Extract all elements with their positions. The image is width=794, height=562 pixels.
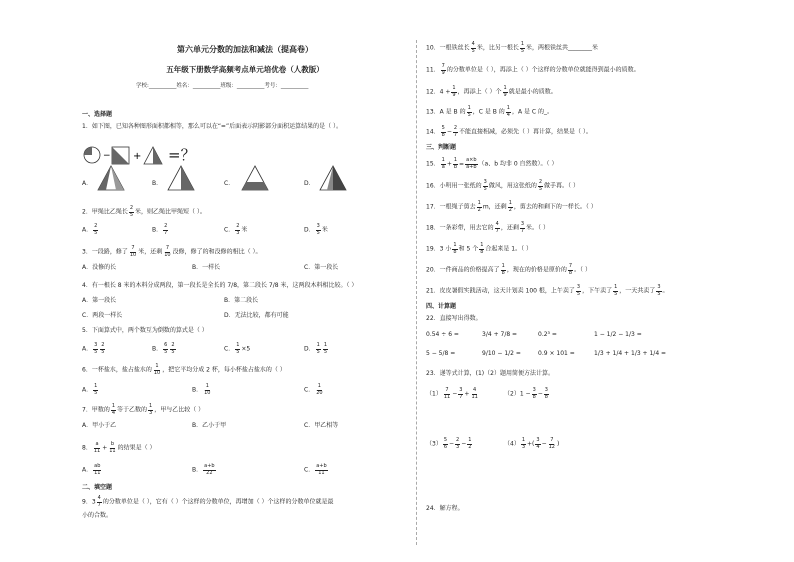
q1-option-d-figure[interactable] (318, 164, 348, 192)
q3-option-a[interactable]: A．没修的长 (82, 264, 117, 271)
q3-option-b[interactable]: B．一样长 (192, 264, 221, 271)
q1-option-c-label: C． (224, 180, 235, 187)
column-divider (416, 40, 417, 545)
q8-option-a[interactable]: A． $\frac{ab}{11}$ (82, 463, 101, 476)
question-23: 23．递等式计算，(1)（2）题用简便方法计算。 (426, 370, 554, 377)
plus-sign: + (133, 151, 142, 162)
q4-option-d[interactable]: D．无法比较，都有可能 (224, 312, 289, 319)
q2-option-d[interactable]: D． $\frac{3}{5}$ 米 (304, 223, 328, 236)
section-fill: 二、填空题 (82, 484, 113, 491)
q4-option-c[interactable]: C．两段一样长 (82, 312, 123, 319)
question-12: 12．4 + $\frac{1}{9}$ ，再添上（ ）个 $\frac{1}{9}$ 就是最小的质数。 (426, 85, 557, 98)
minus-sign: − (103, 151, 111, 161)
question-6: 6．一杯盐水，盐占盐水的 $\frac{1}{10}$ ，把它平均分成 2 杯，每小杯盐占盐水的（ ） (82, 363, 286, 376)
question-21: 21．皮皮暑假实践活动，这天计划卖 100 根，上午卖了 $\frac{3}{5}$ ，下午卖了 $\frac{1}{5}$ ，一天共卖了 $\frac{3}{5}$ 。 (426, 284, 669, 297)
section-judge: 三、判断题 (426, 144, 457, 151)
q6-option-b[interactable]: B． $\frac{1}{10}$ (192, 383, 211, 396)
q2-option-a[interactable]: A． $\frac{2}{5}$ (82, 223, 98, 236)
question-19: 19．3 小 $\frac{1}{8}$ 和 5 个 $\frac{1}{8}$ 合起来是 1。（ ） (426, 242, 533, 255)
question-17: 17．一根绳子剪去 $\frac{1}{2}$ m，还剩 $\frac{1}{2}$ ，剪去的和剩下的一样长。（ ） (426, 200, 597, 213)
question-9: 9．3 $\frac{4}{7}$ 的分数单位是（ ），它有（ ）个这样的分数单位，再增加（ ）个这样的分数单位就是最 (82, 495, 334, 508)
question-15: 15． $\frac{1}{a}$ + $\frac{1}{b}$ = $\frac{a\times b}{a+b}$ （a、b 均非 0 自然数）。（ ） (426, 157, 558, 170)
question-20: 20．一件商品的价格提高了 $\frac{1}{8}$ ，现在的价格是原价的 $\frac{7}{8}$ 。（ ） (426, 263, 591, 276)
q3-option-c[interactable]: C．第一段长 (304, 264, 339, 271)
q8-option-c[interactable]: C． $\frac{a+b}{11}$ (304, 463, 327, 476)
q4-option-b[interactable]: B．第二段长 (224, 297, 259, 304)
q1-option-b-label: B． (152, 180, 163, 187)
q5-option-b[interactable]: B． $\frac{6}{5}$ $\frac{2}{5}$ (152, 342, 175, 355)
question-9-continued: 小的合数。 (82, 512, 113, 519)
q2-option-c[interactable]: C． $\frac{2}{3}$ 米 (224, 223, 248, 236)
question-1: 1．如下图，已知各种图形面积都相等，那么可以在“=”后面表示阴影部分面积运算结果的是（ ）。 (82, 123, 342, 130)
question-10: 10．一根铁丝长 $\frac{4}{5}$ 米，比另一根长 $\frac{1}{5}$ 米，两根铁丝共________米 (426, 41, 599, 54)
question-13: 13．A 是 B 的 $\frac{1}{5}$ ，C 是 B 的 $\frac{1}{4}$ ，A 是 C 的_。 (426, 105, 554, 118)
q22-item-1: 0.54 ÷ 6 = (426, 331, 459, 338)
q22-item-7: 0.9 × 101 = (538, 350, 575, 357)
q6-option-a[interactable]: A． $\frac{1}{5}$ (82, 383, 98, 396)
q2-option-b[interactable]: B． $\frac{2}{7}$ (152, 223, 168, 236)
question-8: 8． $\frac{a}{11}$ + $\frac{b}{11}$ 的结果是（ ） (82, 441, 156, 454)
question-16: 16．小明用一张纸的 $\frac{3}{5}$ 做风，用这张纸的 $\frac{2}{5}$ 做手再。（ ） (426, 179, 579, 192)
q22-item-3: 0.2³ = (538, 331, 557, 338)
q22-item-4: 1 − 1/2 − 1/3 = (594, 331, 642, 338)
q1-equation: =？ (168, 146, 196, 164)
question-4: 4．有一根长 8 米的木料分成两段，第一段长是全长的 7/8，第二段长 7/8 米，这两段木料相比较。（ ） (82, 282, 358, 289)
q23-item-3: （3） $\frac{5}{6}$ − $\frac{2}{3}$ − $\frac{1}{2}$ (426, 437, 472, 450)
q1-option-d-label: D． (304, 180, 315, 187)
q5-option-d[interactable]: D． $\frac{1}{5}$ $\frac{1}{5}$ (304, 342, 327, 355)
q23-item-1: （1） $\frac{7}{11}$ − $\frac{3}{7}$ + $\frac{4}{11}$ (426, 387, 478, 400)
section-choice: 一、选择题 (82, 111, 113, 118)
page-title: 第六单元分数的加法和减法（提高卷） (177, 45, 313, 54)
q22-item-5: 5 − 5/8 = (426, 350, 456, 357)
circle-shaded-quarter (84, 147, 92, 155)
q1-option-a-label: A． (82, 180, 93, 187)
q8-option-b[interactable]: B． $\frac{a+b}{22}$ (192, 463, 215, 476)
question-3: 3．一段路，修了 $\frac{7}{10}$ 米，还剩 $\frac{7}{10}$ 没修，修了的和没修的相比（ ）。 (82, 245, 262, 258)
q5-option-c[interactable]: C． $\frac{1}{5}$ ×5 (224, 342, 251, 355)
q5-option-a[interactable]: A． $\frac{3}{5}$ $\frac{2}{5}$ (82, 342, 105, 355)
q22-item-2: 3/4 + 7/8 = (482, 331, 518, 338)
q23-item-2: （2）1 − $\frac{3}{8}$ − $\frac{3}{8}$ (504, 387, 548, 400)
q23-item-4: （4） $\frac{1}{3}$ +( $\frac{3}{4}$ − $\frac{7}{12}$ ) (504, 437, 560, 450)
student-info-line: 学校:__________姓名：__________班级：__________考号：__________ (136, 83, 309, 89)
question-24: 24．解方程。 (426, 505, 464, 512)
q7-option-a[interactable]: A．甲小于乙 (82, 422, 117, 429)
q4-option-a[interactable]: A．第一段长 (82, 297, 117, 304)
question-18: 18．一条彩带，用去它的 $\frac{4}{7}$ ，还剩 $\frac{3}{7}$ 米。（ ） (426, 221, 549, 234)
question-22: 22．直接写出得数。 (426, 315, 482, 322)
q1-option-b-figure[interactable] (166, 164, 196, 192)
q7-option-c[interactable]: C．甲乙相等 (304, 422, 339, 429)
q1-option-a-figure[interactable] (96, 164, 126, 192)
q6-option-c[interactable]: C． $\frac{1}{20}$ (304, 383, 323, 396)
q22-item-6: 9/10 − 1/2 = (482, 350, 521, 357)
question-2: 2．甲绳比乙绳长 $\frac{2}{5}$ 米，则乙绳比甲绳短（ ）。 (82, 205, 206, 218)
section-calc: 四、计算题 (426, 303, 457, 310)
q22-item-8: 1/3 + 1/4 + 1/3 + 1/4 = (594, 350, 667, 357)
question-7: 7．甲数的 $\frac{1}{4}$ 等于乙数的 $\frac{1}{3}$ ，甲与乙比较（ ） (82, 403, 205, 416)
question-11: 11． $\frac{7}{9}$ 的分数单位是（ ），再添上（ ）个这样的分数单位就能得到最小的质数。 (426, 63, 640, 76)
q1-option-c-figure[interactable] (240, 164, 270, 192)
question-5: 5．下面算式中，两个数互为倒数的算式是（ ） (82, 327, 208, 334)
q7-option-b[interactable]: B．乙小于甲 (192, 422, 227, 429)
question-14: 14． $\frac{5}{8}$ − $\frac{2}{7}$ 不能直接相减，必须先（ ）再计算，结果是（ ）。 (426, 125, 592, 138)
page-subtitle: 五年级下册数学高频考点单元培优卷（人教版） (166, 65, 324, 74)
